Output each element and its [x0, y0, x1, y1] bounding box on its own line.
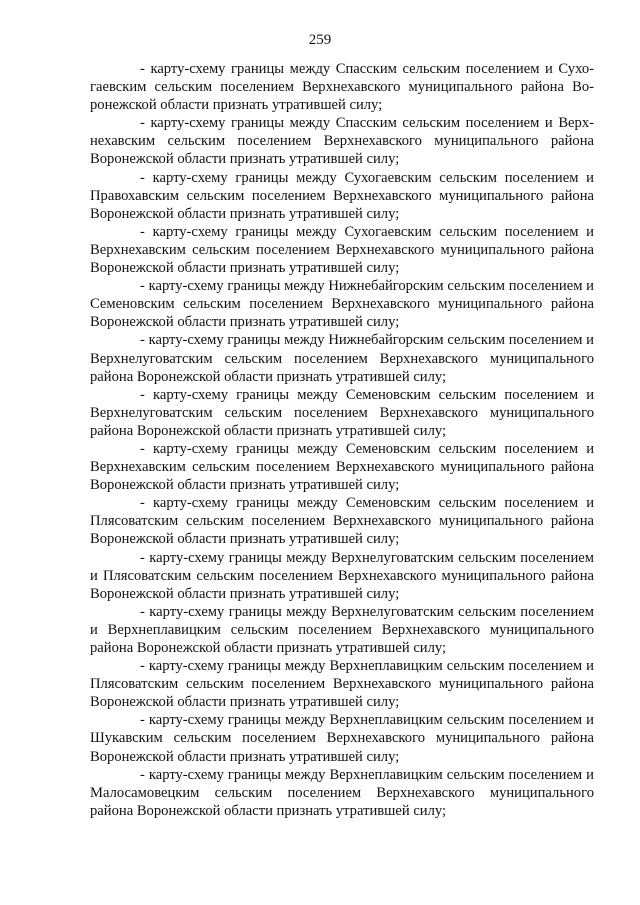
- paragraph: - карту-схему границы между Семеновским сельским поселением и Плясоватским сельским поселением Верхнехавского муниципального района Воронежской области признать утратившей силу;: [90, 495, 594, 548]
- paragraph: - карту-схему границы между Спасским сельским поселением и Сухогаевским сельским поселением Верхнехавского муниципального района Воронежской области признать утратившей силу;: [90, 61, 594, 114]
- paragraph: - карту-схему границы между Верхнеплавицким сельским поселением и Плясоватским сельским поселением Верхнехавского муниципального района Воронежской области признать утратившей силу;: [90, 658, 594, 711]
- paragraph: - карту-схему границы между Верхнелуговатским сельским поселением и Плясоватским сельским поселением Верхнехавского муниципального района Воронежской области признать утратившей силу;: [90, 549, 594, 602]
- paragraph: - карту-схему границы между Верхнеплавицким сельским поселением и Шукавским сельским поселением Верхнехавского муниципального района Воронежской области признать утратившей силу;: [90, 712, 594, 765]
- paragraph: - карту-схему границы между Семеновским сельским поселением и Верхнелуговатским сельским поселением Верхнехавского муниципального района Воронежской области признать утратившей силу;: [90, 386, 594, 439]
- paragraph: - карту-схему границы между Нижнебайгорским сельским поселением и Верхнелуговатским сельским поселением Верхнехавского муниципального района Воронежской области признать утратившей силу;: [90, 332, 594, 385]
- page-number: 259: [308, 32, 332, 48]
- paragraph: - карту-схему границы между Верхнеплавицким сельским поселением и Малосамовецким сельским поселением Верхнехавского муниципального района Воронежской области признать утратившей силу;: [90, 766, 594, 819]
- paragraph: - карту-схему границы между Сухогаевским сельским поселением и Верхнехавским сельским поселением Верхнехавского муниципального района Воронежской области признать утратившей силу;: [90, 223, 594, 277]
- paragraph: - карту-схему границы между Спасским сельским поселением и Верхнехавским сельским поселением Верхнехавского муниципального района Воронежской области признать утратившей силу;: [90, 115, 594, 168]
- paragraph: - карту-схему границы между Верхнелуговатским сельским поселением и Верхнеплавицким сельским поселением Верхнехавского муниципального района Воронежской области признать утратившей силу;: [90, 603, 594, 656]
- document-body: [90, 60, 594, 820]
- paragraph: - карту-схему границы между Семеновским сельским поселением и Верхнехавским сельским поселением Верхнехавского муниципального района Воронежской области признать утратившей силу;: [90, 440, 594, 494]
- paragraph: - карту-схему границы между Нижнебайгорским сельским поселением и Семеновским сельским поселением Верхнехавского муниципального района Воронежской области признать утратившей силу;: [90, 278, 594, 331]
- paragraph: - карту-схему границы между Сухогаевским сельским поселением и Правохавским сельским поселением Верхнехавского муниципального района Воронежской области признать утратившей силу;: [90, 169, 594, 222]
